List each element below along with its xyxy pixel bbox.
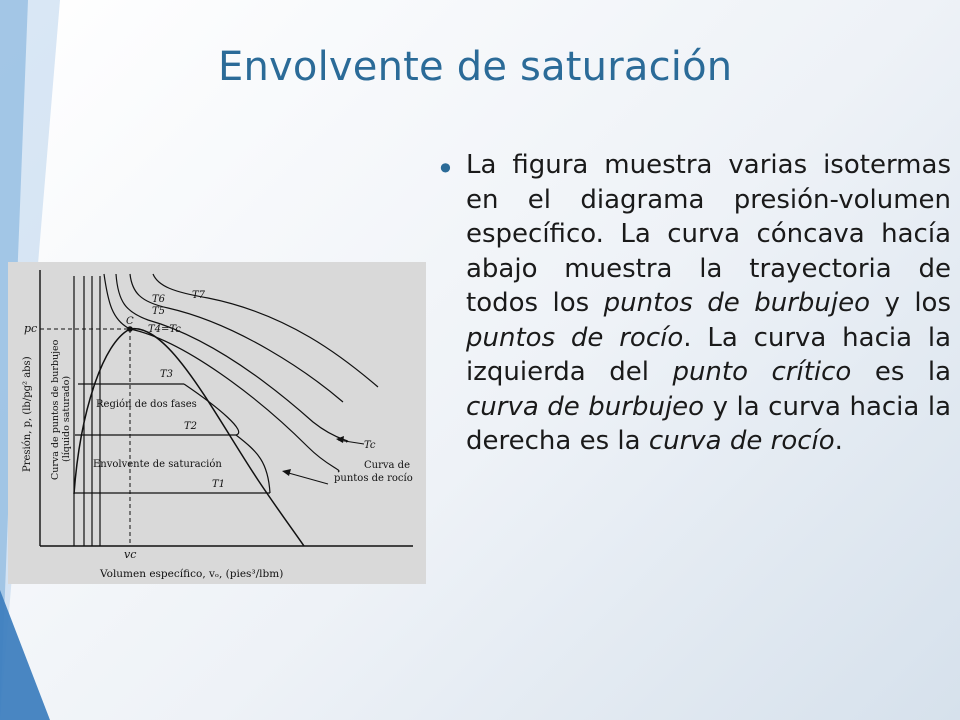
paragraph-run: es la [851,357,952,387]
phase-diagram-figure [8,262,426,584]
critical-point-marker [127,326,133,332]
paragraph-emphasis: puntos de burbujeo [603,288,870,318]
isotherm-tc [104,274,339,472]
slide-paragraph [466,148,951,459]
paragraph-emphasis: curva de burbujeo [466,391,705,422]
isotherm-label-t7: T7 [192,290,206,301]
dew-arrow-line [285,472,328,484]
paragraph-run: La figura muestra varias isotermas en el diagrama presión-volumen específico. La curva cóncava hacía abajo muestra la trayectoria de todos los [466,150,951,318]
paragraph-run: y los [870,288,951,318]
two-phase-label: Región de dos fases [96,399,197,410]
bullet-icon: • [436,150,455,188]
isotherm-label-t3: T3 [160,369,174,380]
bubble-curve-label-1: Curva de puntos de burbujeo [50,339,61,480]
paragraph-emphasis: curva de rocío [648,426,835,456]
saturation-envelope-curve [74,329,304,546]
paragraph-run: y la curva hacia la derecha es la [466,391,951,456]
isotherm-label-t5: T5 [152,306,166,317]
paragraph-emphasis: punto crítico [672,357,852,387]
slide-title: Envolvente de saturación [218,44,733,90]
isotherm-t2-tail [236,435,270,493]
isotherm-label-tc: T4=Tc [148,324,181,335]
phase-diagram-svg [8,262,426,584]
slide-accent-corner-dark [0,590,50,720]
paragraph-run: . La curva hacia la izquierda del [466,322,951,387]
vc-label: vc [124,548,137,561]
dew-curve-label-1: Curva de [364,460,410,471]
paragraph-emphasis: puntos de rocío [466,322,684,353]
envelope-label: Envolvente de saturación [93,459,222,470]
isotherm-label-t2: T2 [184,421,198,432]
dew-curve-label-2: puntos de rocío [334,473,413,484]
y-axis-label: Presión, p, (lb/pg² abs) [22,356,33,472]
paragraph-run: . [834,426,843,456]
dew-arrow-head [282,469,291,476]
isotherm-label-t1: T1 [212,479,226,490]
pc-label: pc [24,322,38,335]
isotherm-t5 [116,274,348,442]
critical-point-label: C [126,316,134,327]
isotherm-label-t6: T6 [152,294,166,305]
x-axis-label: Volumen específico, vₒ, (pies³/lbm) [100,568,284,580]
bubble-curve-label-2: (líquido saturado) [61,375,72,462]
tc-arrow-label: Tc [364,440,376,451]
